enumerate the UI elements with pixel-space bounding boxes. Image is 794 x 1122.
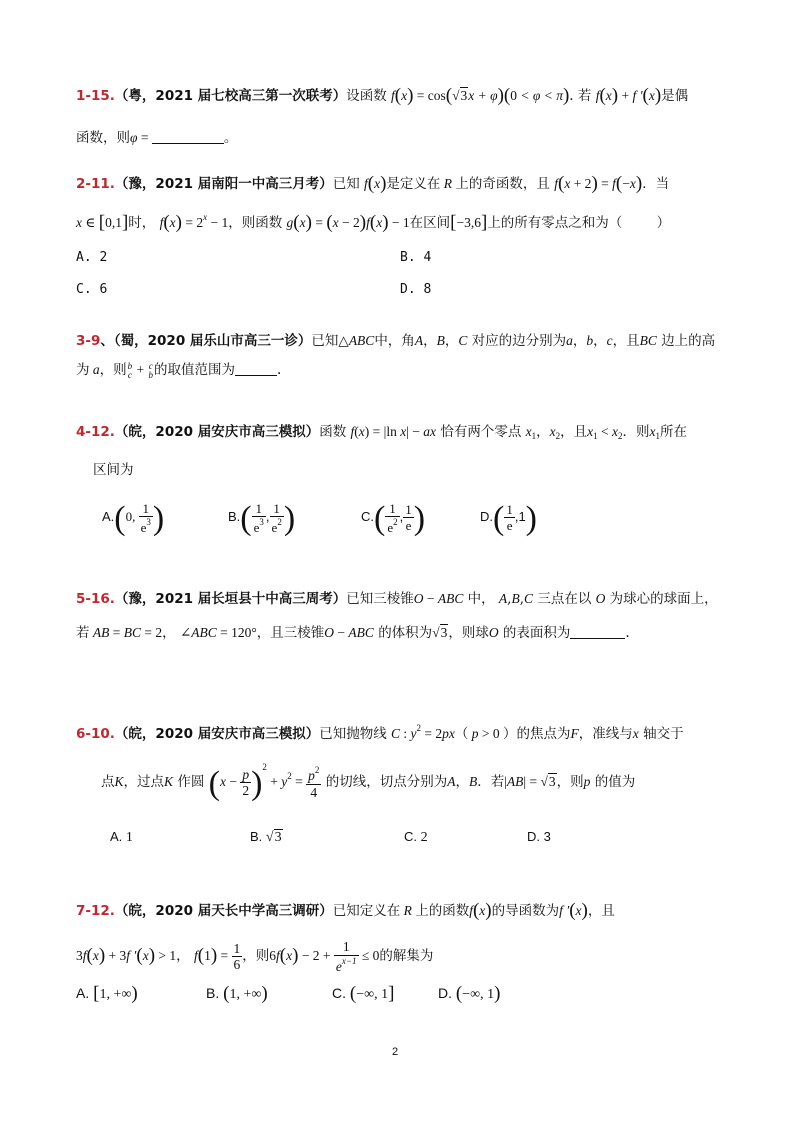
problem-number: 7-12. bbox=[76, 903, 115, 919]
problem-source: （皖，2020 届安庆市高三模拟） bbox=[114, 424, 320, 440]
option-a[interactable]: A. 2 bbox=[76, 250, 108, 265]
formula: f(x) = cos(√3x + φ)(0 < φ < π) bbox=[391, 85, 570, 106]
problem-4-line-2: 区间为 bbox=[93, 462, 134, 478]
problem-6-line-1: 6-10.（皖，2020 届安庆市高三模拟）已知抛物线 C : $y^2 = 2px$（ p > 0 ）的焦点为F，准线与x 轴交于 bbox=[76, 723, 684, 742]
option-c[interactable]: C. 2 bbox=[404, 829, 428, 845]
problem-source: （粤，2021 届七校高三第一次联考） bbox=[114, 88, 347, 104]
option-c[interactable]: C. (−∞, 1] bbox=[332, 983, 395, 1004]
problem-4-line-1: 4-12.（皖，2020 届安庆市高三模拟）函数 f(x) = |ln x| − ax 恰有两个零点 $x_1$，$x_2$，且$x_1 < x_2$．则$x_1$所在 bbox=[76, 424, 687, 441]
option-d[interactable]: D. 3 bbox=[527, 829, 551, 844]
option-d[interactable]: D. 8 bbox=[400, 282, 432, 297]
option-c[interactable]: C.( $\frac{1}{e^2}$ , $\frac{1}{e}$ ) bbox=[361, 500, 426, 537]
option-b[interactable]: B.( $\frac{1}{e^3}$ , $\frac{1}{e^2}$ ) bbox=[228, 500, 296, 537]
problem-6-line-2: 点K，过点K 作圆 (x − $\frac{p}{2}$ )$^2 + y^2$ = $\frac{p^2}{4}$ 的切线，切点分别为A，B．若|AB| = √3，则p 的值为 bbox=[101, 762, 636, 802]
problem-source: 、（蜀，2020 届乐山市高三一诊） bbox=[100, 333, 312, 349]
problem-number: 3-9 bbox=[76, 333, 101, 349]
problem-2-line-2: x ∈ [0,1]时， $f(x) = 2^x - 1$，则函数 g(x) = (x − 2)f(x) − 1在区间[−3,6]上的所有零点之和为（ ） bbox=[76, 212, 671, 233]
page-number: 2 bbox=[392, 1046, 399, 1058]
option-d[interactable]: D.( $\frac{1}{e}$ ,1) bbox=[480, 500, 537, 537]
problem-source: （皖，2020 届安庆市高三模拟） bbox=[114, 726, 320, 742]
option-a[interactable]: A. [1, +∞) bbox=[76, 983, 138, 1004]
problem-7-line-2: 3f(x) + 3f ′(x) > 1， f(1) = $\frac{1}{6}$ ，则6f(x) − 2 + $\frac{1}{e^{x-1}}$ ≤ 0的解集为 bbox=[76, 939, 434, 974]
problem-2-line-1: 2-11.（豫，2021 届南阳一中高三月考）已知 f(x)是定义在 R 上的奇函数，且 f(x + 2) = f(−x)．当 bbox=[76, 173, 670, 194]
option-a[interactable]: A. 1 bbox=[110, 829, 133, 845]
problem-3-line-1: 3-9、（蜀，2020 届乐山市高三一诊）已知△ABC中，角A，B，C 对应的边分别为a，b，c，且BC 边上的高 bbox=[76, 333, 716, 349]
answer-blank bbox=[235, 375, 277, 376]
option-b[interactable]: B. (1, +∞) bbox=[206, 983, 268, 1004]
option-c[interactable]: C. 6 bbox=[76, 282, 108, 297]
problem-7-line-1: 7-12.（皖，2020 届天长中学高三调研）已知定义在 R 上的函数f(x)的导函数为f ′(x)，且 bbox=[76, 900, 615, 921]
problem-number: 5-16. bbox=[76, 591, 115, 607]
option-d[interactable]: D. (−∞, 1) bbox=[438, 983, 501, 1004]
problem-source: （皖，2020 届天长中学高三调研） bbox=[114, 903, 333, 919]
problem-number: 1-15. bbox=[76, 88, 115, 104]
problem-number: 2-11. bbox=[76, 176, 115, 192]
problem-5-line-2: 若 AB = BC = 2， ∠ABC = 120°，且三棱锥O − ABC 的体积为√3，则球O 的表面积为 . bbox=[76, 625, 630, 641]
problem-1-line-1: 1-15.（粤，2021 届七校高三第一次联考）设函数 f(x) = cos(√3x + φ)(0 < φ < π). 若 f(x) + f '(x)是偶 bbox=[76, 85, 689, 106]
problem-3-line-2: 为 a，则 b c + c b 的取值范围为 . bbox=[76, 360, 282, 380]
problem-source: （豫，2021 届南阳一中高三月考） bbox=[114, 176, 333, 192]
answer-blank bbox=[570, 638, 625, 639]
option-b[interactable]: B. 4 bbox=[400, 250, 432, 265]
problem-1-line-2: 函数，则φ = 。 bbox=[76, 130, 238, 146]
problem-number: 4-12. bbox=[76, 424, 115, 440]
problem-source: （豫，2021 届长垣县十中高三周考） bbox=[114, 591, 347, 607]
option-a[interactable]: A.(0, $\frac{1}{e^3}$ ) bbox=[102, 500, 165, 537]
answer-blank bbox=[152, 143, 224, 144]
problem-number: 6-10. bbox=[76, 726, 115, 742]
problem-5-line-1: 5-16.（豫，2021 届长垣县十中高三周考）已知三棱锥O − ABC 中， A,B,C 三点在以 O 为球心的球面上， bbox=[76, 591, 718, 607]
option-b[interactable]: B. √3 bbox=[250, 829, 282, 845]
formula: f(x) + f '(x) bbox=[595, 85, 662, 106]
